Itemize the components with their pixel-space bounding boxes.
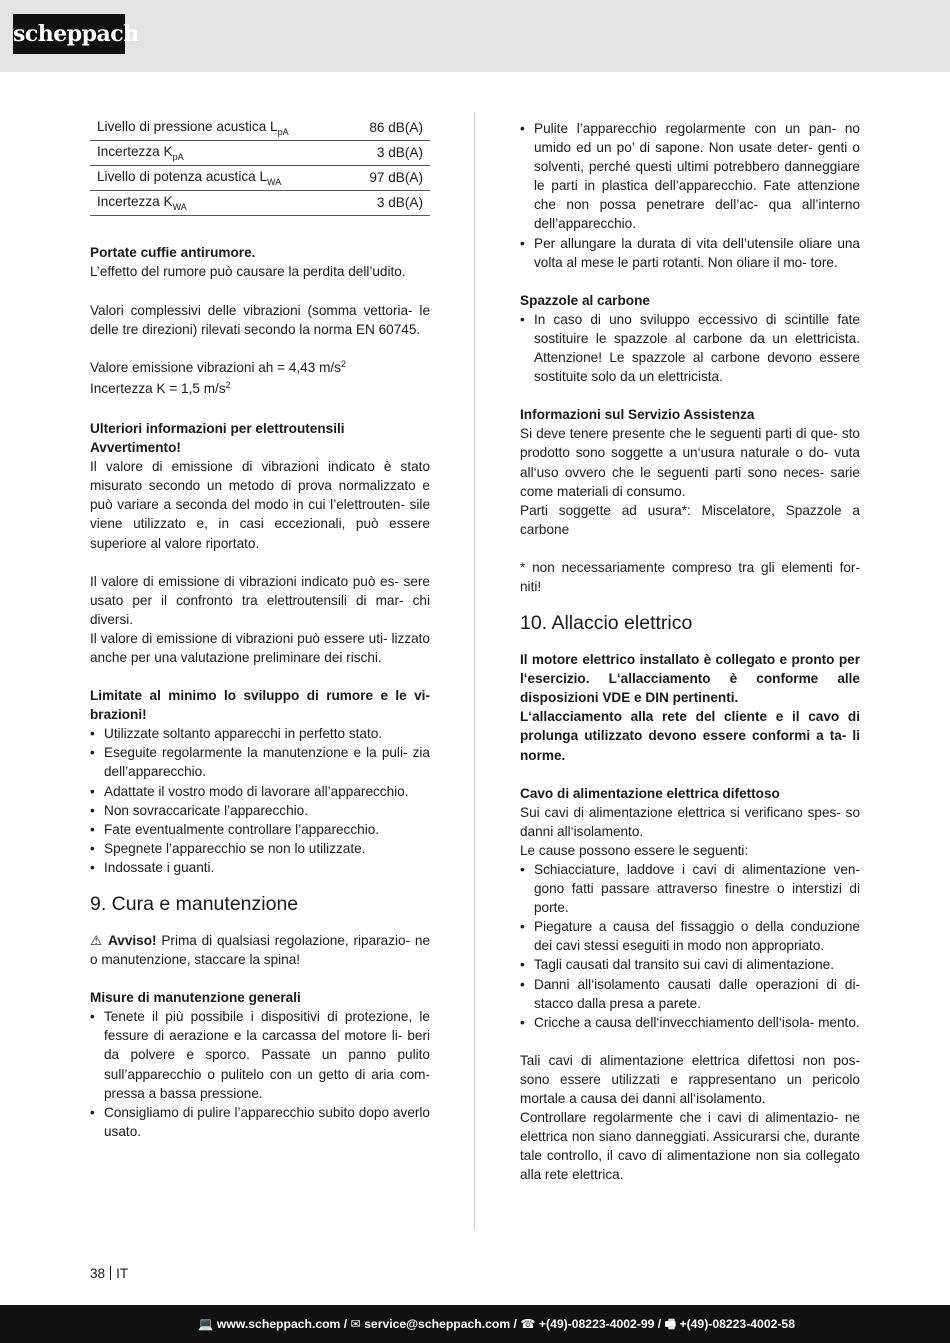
wear-parts-text: Parti soggette ad usura*: Miscelatore, Spazzole a carbone bbox=[520, 502, 860, 537]
notice-paragraph: ⚠ Avviso! Prima di qualsiasi regolazione, riparazio- ne o manutenzione, staccare la spina! bbox=[90, 933, 431, 968]
spec-value: 3 dB(A) bbox=[346, 141, 430, 166]
list-item: • Danni all‘isolamento causati dalle operazioni di di- stacco dalla presa a parete. bbox=[520, 975, 860, 1013]
section-10-heading: 10. Allaccio elettrico bbox=[520, 612, 693, 635]
compare-text: Il valore di emissione di vibrazioni indicato può es- sere usato per il confronto tra elettroutensili di mar- chi diversi. bbox=[90, 573, 430, 627]
spec-label: Incertezza K bbox=[97, 194, 173, 210]
list-item: • Non sovraccaricate l’apparecchio. bbox=[90, 801, 430, 820]
further-info-title: Ulteriori informazioni per elettroutensili bbox=[90, 420, 345, 436]
service-title: Informazioni sul Servizio Assistenza bbox=[520, 407, 755, 423]
list-item: • Schiacciature, laddove i cavi di alimentazione ven- gono fatti passare attraverso finestre o interstizi di porte. bbox=[520, 860, 860, 917]
table-row bbox=[90, 166, 430, 191]
warning-triangle-icon: ⚠ bbox=[90, 933, 104, 948]
spec-label: Livello di potenza acustica L bbox=[97, 169, 268, 185]
warning-title: Avvertimento! bbox=[90, 440, 181, 456]
column-divider bbox=[474, 112, 475, 1230]
spec-subscript: WA bbox=[172, 202, 187, 213]
risk-text: Il valore di emissione di vibrazioni può essere uti- lizzato anche per una valutazione preliminare dei rischi. bbox=[90, 630, 430, 665]
cable-title: Cavo di alimentazione elettrica difettoso bbox=[520, 785, 780, 801]
right-column bbox=[520, 119, 860, 1185]
list-item: • Cricche a causa dell‘invecchiamento dell‘isola- mento. bbox=[520, 1013, 860, 1032]
limit-list bbox=[90, 724, 430, 877]
spec-subscript: pA bbox=[277, 127, 289, 137]
check-text: Controllare regolarmente che i cavi di alimentazio- ne elettrica non siano danneggiati. Assicurarsi che, durante tale controllo, il cavo di alimentazione non sia collegato alla rete elettrica. bbox=[520, 1110, 860, 1183]
electric-connection-text-2: L‘allacciamento alla rete del cliente e il cavo di prolunga utilizzato devono essere conformi a ta- li norme. bbox=[520, 709, 860, 763]
spec-value: 3 dB(A) bbox=[346, 191, 430, 216]
list-item: • Eseguite regolarmente la manutenzione e la puli- zia dell’apparecchio. bbox=[90, 743, 430, 781]
limit-title: Limitate al minimo lo sviluppo di rumore e le vi- brazioni! bbox=[90, 688, 430, 723]
vibration-total-text: Valori complessivi delle vibrazioni (somma vettoria- le delle tre direzioni) rilevati secondo la norma EN 60745. bbox=[90, 302, 430, 337]
list-item: • Piegature a causa del fissaggio o della conduzione dei cavi stessi eseguiti in modo non appropriato. bbox=[520, 917, 860, 955]
list-item: • Spegnete l’apparecchio se non lo utilizzate. bbox=[90, 839, 430, 858]
list-item: • Pulite l’apparecchio regolarmente con un pan- no umido ed un po’ di sapone. Non usate deter- genti o solventi, perché questi ultimi potrebbero danneggiare le parti in plastica dell’apparecchio. Fate attenzione che non possa penetrare dell’ac- qua all’interno dell’apparecchio. bbox=[520, 119, 860, 234]
spec-value: 97 dB(A) bbox=[346, 166, 430, 191]
spec-subscript: WA bbox=[267, 177, 282, 188]
spec-subscript: pA bbox=[172, 152, 184, 163]
noise-specs-table bbox=[90, 116, 430, 216]
brush-list bbox=[520, 310, 860, 386]
causes-list bbox=[520, 860, 860, 1032]
vibration-uncertainty: Incertezza K = 1,5 $m/s^2$ bbox=[90, 379, 231, 396]
page-number: 38 IT bbox=[90, 1266, 129, 1281]
warning-text: Il valore di emissione di vibrazioni indicato è stato misurato secondo un metodo di prova normalizzato e può variare a seconda del modo in cui l’elettrouten- sile viene utilizzato e, in casi eccezionali, può essere superiore al valore riportato. bbox=[90, 459, 430, 551]
maintenance-list bbox=[90, 1007, 430, 1141]
service-text: Si deve tenere presente che le seguenti parti di que- sto prodotto sono soggette a un‘usura naturale o do- vuta all‘uso ovvero che le seguenti parti sono neces- sarie come materiali di consumo. bbox=[520, 426, 860, 499]
danger-text: Tali cavi di alimentazione elettrica difettosi non pos- sono essere utilizzati e rappresentano un pericolo mortale a causa dei danni all‘isolamento. bbox=[520, 1052, 860, 1107]
list-item: • Indossate i guanti. bbox=[90, 858, 430, 877]
table-row bbox=[90, 191, 430, 216]
list-item: • Fate eventualmente controllare l’apparecchio. bbox=[90, 820, 430, 839]
brush-title: Spazzole al carbone bbox=[520, 292, 650, 308]
list-item: • Tagli causati dal transito sui cavi di alimentazione. bbox=[520, 955, 860, 974]
list-item: • Consigliamo di pulire l’apparecchio subito dopo averlo usato. bbox=[90, 1103, 430, 1141]
spec-label: Incertezza K bbox=[97, 144, 173, 160]
footnote-text: * non necessariamente compreso tra gli elementi for- niti! bbox=[520, 559, 860, 594]
list-item: • Tenete il più possibile i dispositivi di protezione, le fessure di aerazione e la carcassa del motore li- beri da polvere e sporco. Passate un panno pulito sull’apparecchio o pulitelo con un getto di aria com- pressa a bassa pressione. bbox=[90, 1007, 430, 1102]
section-9-heading: 9. Cura e manutenzione bbox=[90, 893, 299, 915]
list-item: • Utilizzate soltanto apparecchi in perfetto stato. bbox=[90, 724, 430, 743]
vibration-emission: Valore emissione vibrazioni ah = 4,43 $m/s^2$ bbox=[90, 358, 346, 375]
electric-connection-text: Il motore elettrico installato è collegato e pronto per l‘esercizio. L‘allacciamento è conforme alle disposizioni VDE e DIN pertinenti. bbox=[520, 652, 860, 706]
maintenance-title: Misure di manutenzione generali bbox=[90, 990, 301, 1006]
spec-value: 86 dB(A) bbox=[346, 116, 430, 141]
care-list bbox=[520, 119, 860, 272]
table-row bbox=[90, 141, 430, 166]
footer-contact: 💻 www.scheppach.com / ✉ service@scheppach.com / ☎ +(49)-08223-4002-99 / 🖷 +(49)-08223-4002-58 bbox=[198, 1317, 795, 1331]
page-header bbox=[0, 0, 950, 72]
page-footer bbox=[0, 1305, 950, 1343]
brand-logo: scheppach bbox=[13, 14, 125, 54]
list-item: • Per allungare la durata di vita dell’utensile oliare una volta al mese le parti rotanti. Non oliare il mo- tore. bbox=[520, 234, 860, 272]
table-row bbox=[90, 116, 430, 141]
hearing-text: L’effetto del rumore può causare la perdita dell’udito. bbox=[90, 264, 406, 280]
spec-label: Livello di pressione acustica L bbox=[97, 119, 278, 134]
causes-intro: Le cause possono essere le seguenti: bbox=[520, 842, 749, 858]
hearing-title: Portate cuffie antirumore. bbox=[90, 245, 256, 261]
list-item: • In caso di uno sviluppo eccessivo di scintille fate sostituire le spazzole al carbone da un elettricista. Attenzione! Le spazzole al carbone devono essere sostituite solo da un elettricista. bbox=[520, 310, 860, 386]
list-item: • Adattate il vostro modo di lavorare all’apparecchio. bbox=[90, 782, 430, 801]
left-column bbox=[90, 116, 430, 1141]
cable-text: Sui cavi di alimentazione elettrica si verificano spes- so danni all‘isolamento. bbox=[520, 804, 860, 839]
